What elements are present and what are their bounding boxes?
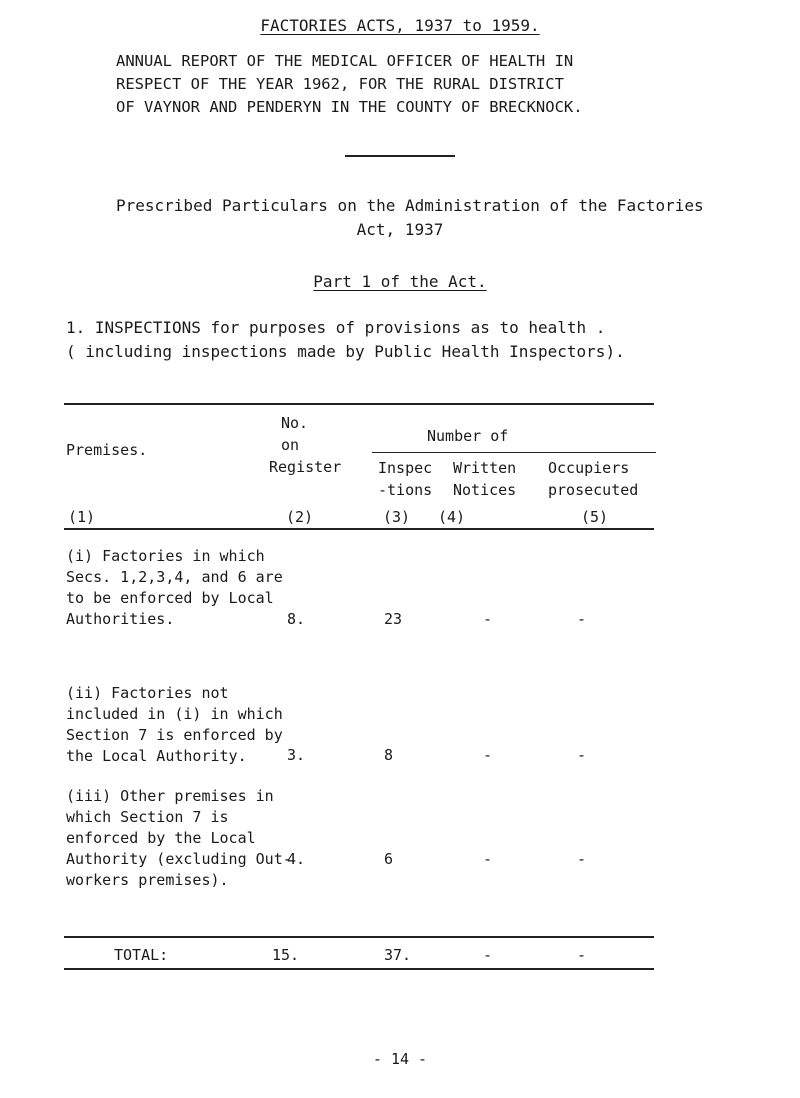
total-register: 15. (272, 946, 300, 964)
section-line-2: ( including inspections made by Public Health Inspectors). (66, 342, 625, 361)
header-number-of: Number of (427, 427, 509, 445)
total-bottom-rule (64, 968, 654, 970)
table-top-rule (64, 403, 654, 405)
page-heading: FACTORIES ACTS, 1937 to 1959. (260, 16, 540, 35)
part-heading: Part 1 of the Act. (313, 272, 487, 291)
number-of-rule (372, 452, 656, 453)
row-register: 4. (287, 850, 306, 868)
col-num-1: (1) (68, 508, 96, 526)
col-num-2: (2) (286, 508, 314, 526)
report-title-line-3: OF VAYNOR AND PENDERYN IN THE COUNTY OF BRECKNOCK. (116, 98, 583, 116)
total-label: TOTAL: (114, 946, 169, 964)
header-register-2: on (281, 436, 300, 454)
header-notices-2: Notices (453, 481, 517, 499)
row-prosecuted: - (577, 746, 587, 764)
title-divider (345, 155, 455, 157)
section-line-1: 1. INSPECTIONS for purposes of provisions as to health . (66, 318, 606, 337)
total-top-rule (64, 936, 654, 938)
row-inspections: 23 (384, 610, 403, 628)
header-premises: Premises. (66, 441, 148, 459)
report-title-line-1: ANNUAL REPORT OF THE MEDICAL OFFICER OF HEALTH IN (116, 52, 574, 70)
header-inspections-1: Inspec (378, 459, 433, 477)
row-label: (ii) Factories not included in (i) in which Section 7 is enforced by the Local Authority. (66, 684, 283, 765)
total-prosecuted: - (577, 946, 587, 964)
page-number: - 14 - (372, 1050, 428, 1068)
row-register: 8. (287, 610, 306, 628)
subtitle-line-2: Act, 1937 (356, 220, 444, 239)
row-notices: - (483, 746, 493, 764)
header-notices-1: Written (453, 459, 517, 477)
header-prosecuted-2: prosecuted (548, 481, 639, 499)
row-inspections: 6 (384, 850, 394, 868)
row-notices: - (483, 850, 493, 868)
col-num-3: (3) (383, 508, 411, 526)
header-register-3: Register (269, 458, 342, 476)
row-register: 3. (287, 746, 306, 764)
row-notices: - (483, 610, 493, 628)
col-num-5: (5) (581, 508, 609, 526)
row-prosecuted: - (577, 610, 587, 628)
header-bottom-rule (64, 528, 654, 530)
row-inspections: 8 (384, 746, 394, 764)
row-prosecuted: - (577, 850, 587, 868)
report-title-line-2: RESPECT OF THE YEAR 1962, FOR THE RURAL DISTRICT (116, 75, 564, 93)
header-prosecuted-1: Occupiers (548, 459, 630, 477)
row-label: (iii) Other premises in which Section 7 is enforced by the Local Authority (excluding Out-workers premises). (66, 787, 292, 889)
total-inspections: 37. (384, 946, 412, 964)
row-label: (i) Factories in which Secs. 1,2,3,4, and 6 are to be enforced by Local Authorities. (66, 547, 283, 628)
col-num-4: (4) (438, 508, 466, 526)
header-register-1: No. (281, 414, 309, 432)
header-inspections-2: -tions (378, 481, 433, 499)
subtitle-line-1: Prescribed Particulars on the Administration of the Factories (116, 196, 704, 215)
total-notices: - (483, 946, 493, 964)
